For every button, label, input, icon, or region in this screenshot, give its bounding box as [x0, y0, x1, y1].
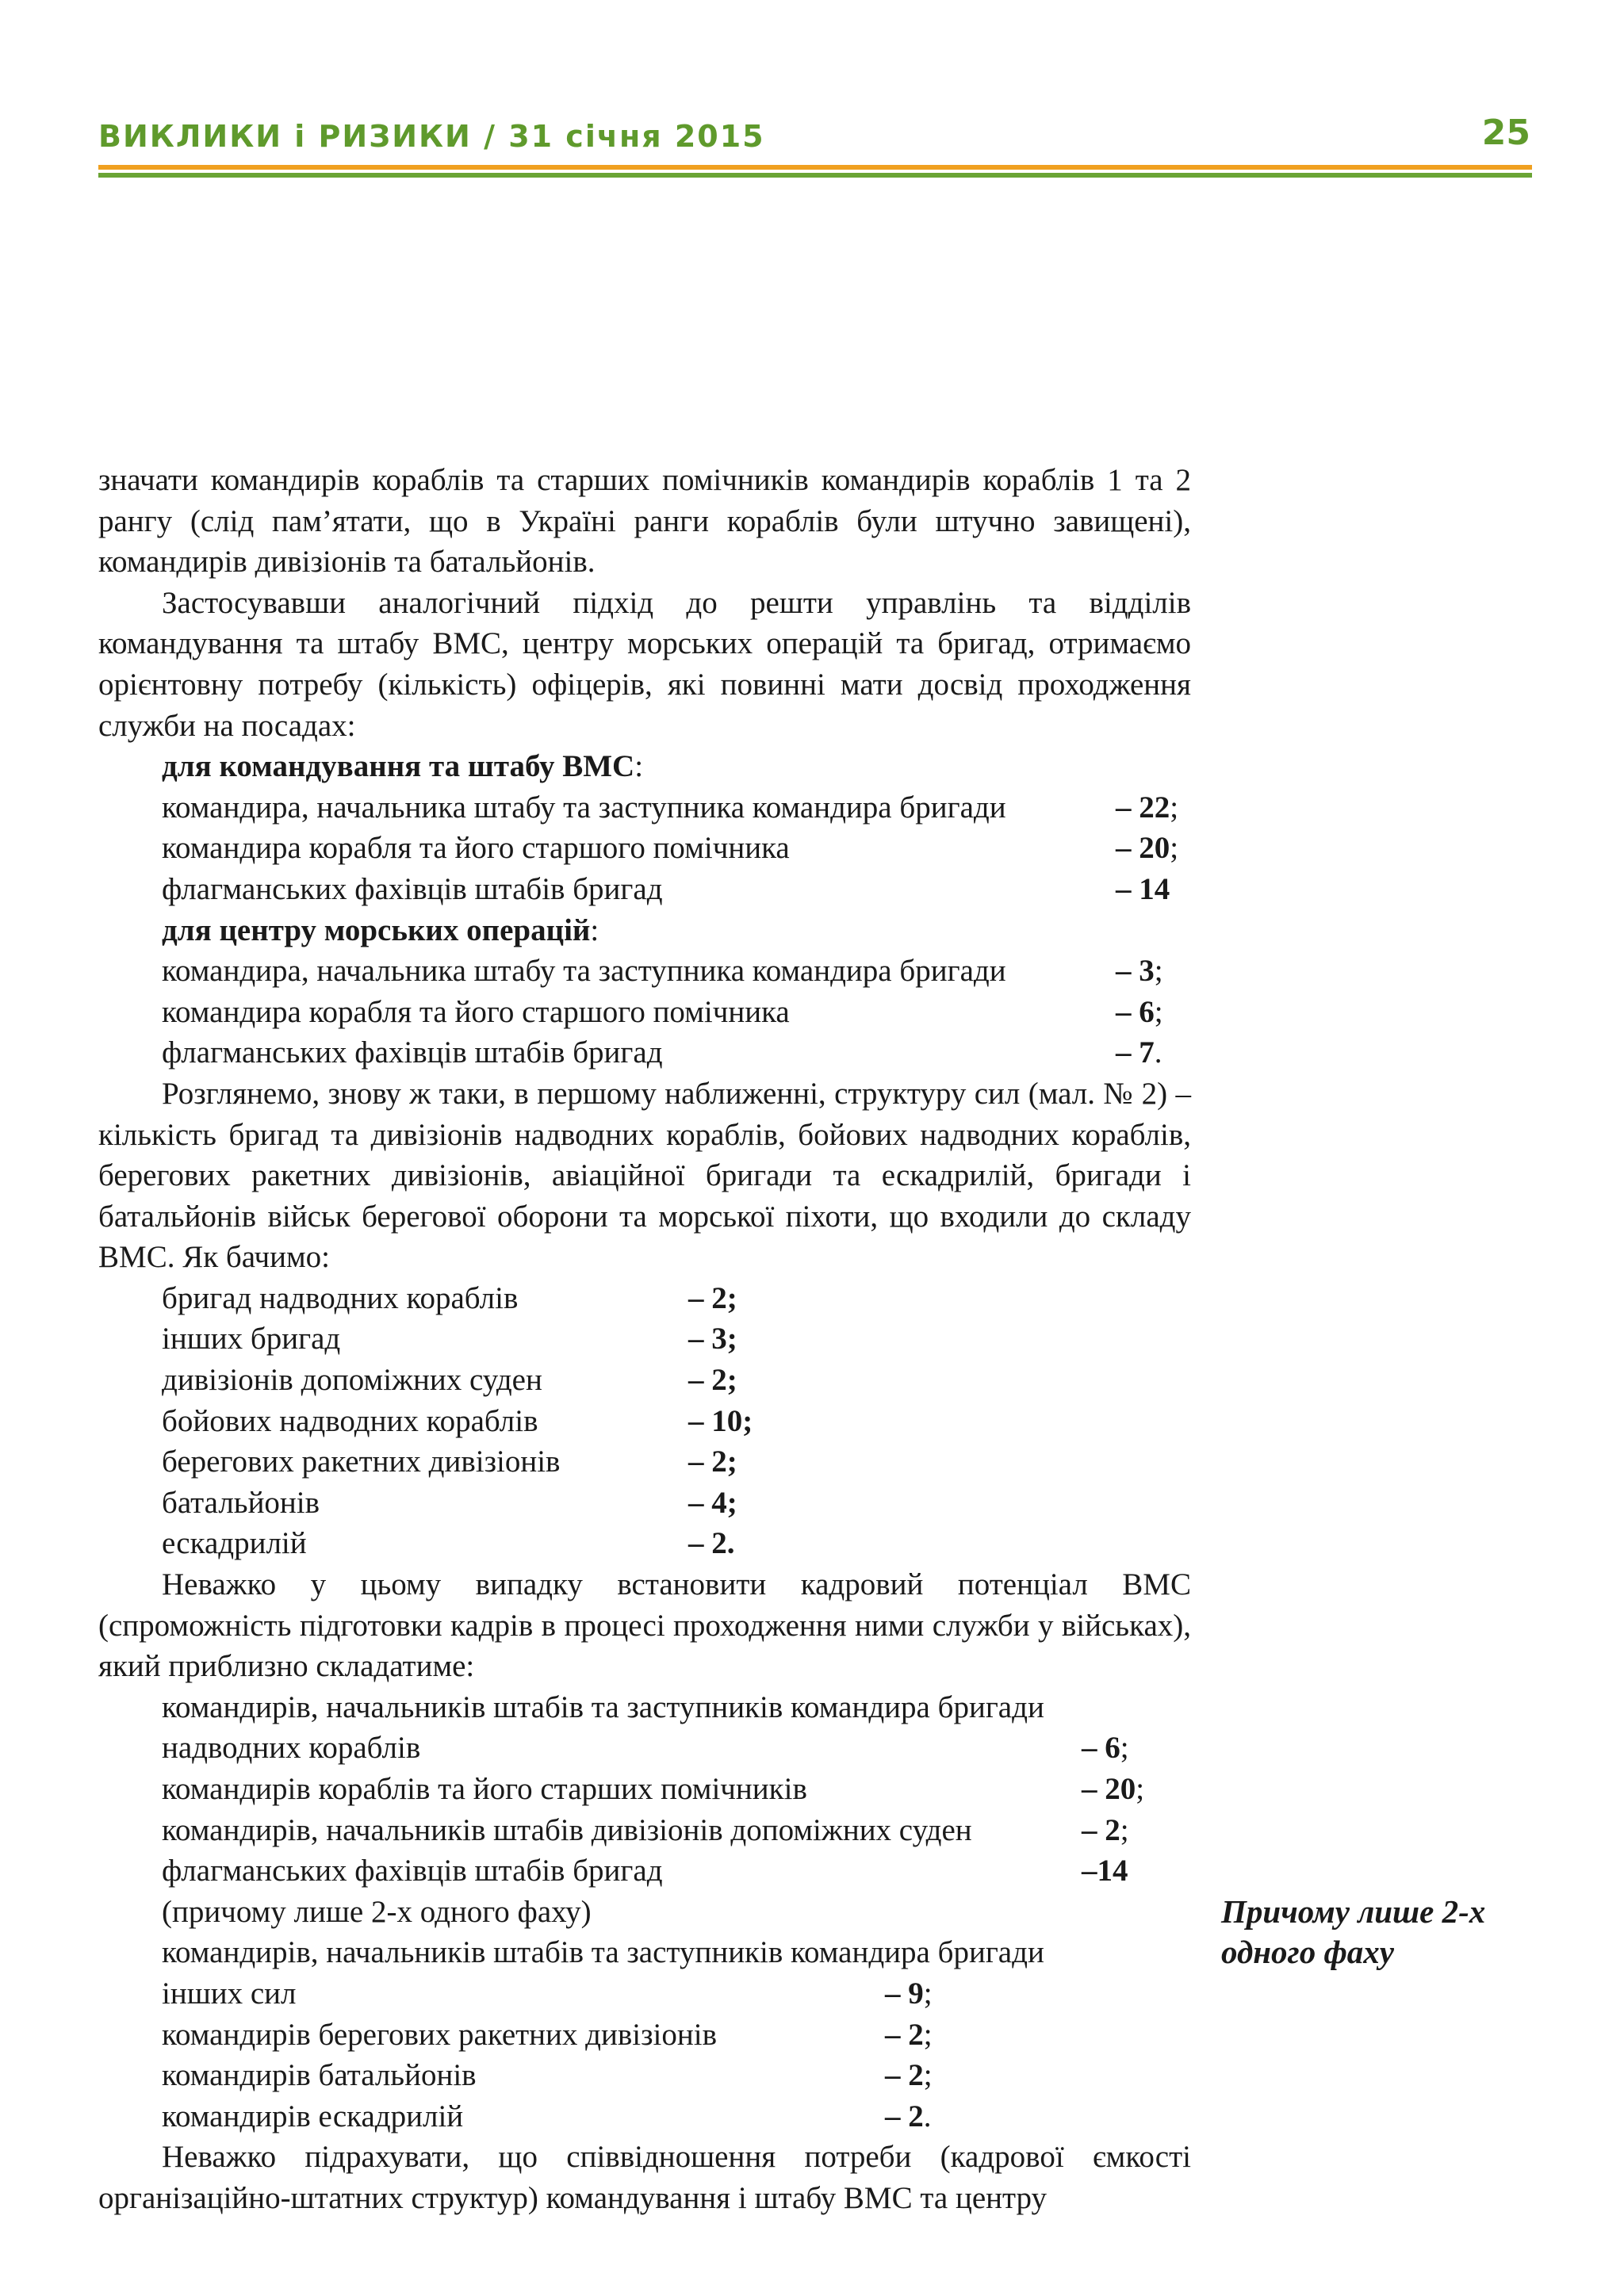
list-item: [98, 2055, 1191, 2096]
list-item-label: бойових надводних кораблів: [162, 1403, 538, 1438]
list-item-punct: ;: [923, 2058, 933, 2093]
list-item-punct: ;: [923, 2017, 933, 2052]
list-item-punct: .: [1154, 1035, 1162, 1070]
list-item-label: бригад надводних кораблів: [162, 1280, 519, 1315]
list-item-value: [885, 1973, 933, 2015]
list-heading-command-staff: для командування та штабу ВМС:: [162, 749, 644, 784]
paragraph-1: значати командирів кораблів та старших помічників командирів кораблів 1 та 2 рангу (слід пам’ятати, що в Україні ранги кораблів були штучно завищені), командирів дивізіонів та батальйонів.: [98, 463, 1191, 580]
list-item-punct: ;: [1120, 1812, 1129, 1847]
list-item-value: [1116, 992, 1163, 1033]
list-item-value: [1082, 1810, 1129, 1851]
header-rule-orange: [98, 165, 1532, 170]
list-item: [98, 1032, 1191, 1073]
margin-note: Причому лише 2-х одного фаху: [1221, 1893, 1486, 1970]
paragraph-3: Розглянемо, знову ж таки, в першому наближенні, структуру сил (мал. № 2) – кількість бригад та дивізіонів надводних кораблів, бойових надводних кораблів, берегових ракетних дивізіонів, авіаційної бригади та ескадрилій, бригади і батальйонів військ берегової оборони та морської піхоти, що входили до складу ВМС. Як бачимо:: [98, 1076, 1191, 1275]
list-item: [98, 1441, 1191, 1483]
list-item: [98, 1728, 1191, 1769]
list-item: [98, 1360, 1191, 1401]
paragraph-2: Застосувавши аналогічний підхід до решти управлінь та відділів командування та штабу ВМС, центру морських операцій та бригад, отримаємо орієнтовну потребу (кількість) офіцерів, які повинні мати досвід проходження служби на посадах:: [98, 585, 1191, 743]
list-item-value-bold: – 2: [1082, 1812, 1120, 1847]
list-item-label: надводних кораблів: [162, 1731, 421, 1766]
list-item-label: інших бригад: [162, 1322, 341, 1357]
list-item: [98, 828, 1191, 869]
list-item-label: командирів батальйонів: [162, 2058, 477, 2093]
list-line: командирів, начальників штабів та заступників командира бригади: [162, 1689, 1044, 1724]
list-item-label: флагманських фахівців штабів бригад: [162, 871, 663, 906]
paragraph-5: Неважко підрахувати, що співвідношення потреби (кадрової ємкості організаційно-штатних структур) командування і штабу ВМС та центру: [98, 2140, 1191, 2215]
header-rule-green: [98, 173, 1532, 178]
list-item-value: [885, 2055, 933, 2096]
list-item-punct: ;: [1170, 790, 1179, 825]
list-item-label: командирів кораблів та його старших помічників: [162, 1772, 807, 1806]
list-item-value-bold: – 6: [1082, 1731, 1120, 1766]
page-number: 25: [1481, 113, 1530, 153]
list-item-label: командира корабля та його старшого помічника: [162, 831, 790, 866]
list-item: [98, 1850, 1191, 1892]
list-item-punct: ;: [1136, 1772, 1145, 1806]
list-item-label: командира, начальника штабу та заступника командира бригади: [162, 954, 1006, 989]
list-item-punct: ;: [1154, 994, 1163, 1029]
list-item-label: флагманських фахівців штабів бригад: [162, 1035, 663, 1070]
list-heading-maritime-ops: для центру морських операцій:: [162, 913, 599, 947]
paragraph-4: Неважко у цьому випадку встановити кадровий потенціал ВМС (спроможність підготовки кадрів в процесі проходження ними служби у військах), який приблизно складатиме:: [98, 1567, 1191, 1684]
list-item-label: командирів ескадрилій: [162, 2099, 464, 2133]
list-item-punct: ;: [923, 1976, 933, 2011]
list-item-value: [1082, 1728, 1129, 1769]
list-note: (причому лише 2-х одного фаху): [162, 1894, 592, 1929]
list-item: [98, 992, 1191, 1033]
list-item: [98, 1769, 1191, 1810]
list-item-label: дивізіонів допоміжних суден: [162, 1363, 542, 1398]
list-item-value-bold: – 22: [1116, 790, 1170, 825]
list-item: [98, 1483, 1191, 1524]
list-item-value-bold: – 7: [1116, 1035, 1155, 1070]
list-heading-text: для центру морських операцій: [162, 913, 591, 947]
list-item-value-bold: – 9: [885, 1976, 924, 2011]
article-body: [98, 460, 1191, 2219]
list-heading-text: для командування та штабу ВМС: [162, 749, 635, 784]
list-item-value-bold: – 6: [1116, 994, 1155, 1029]
list-item-value: [1116, 787, 1178, 828]
list-item-value: [1082, 1850, 1128, 1892]
list-item: [98, 787, 1191, 828]
list-item-value: [1116, 828, 1178, 869]
list-item-value-bold: – 20: [1116, 831, 1170, 866]
list-item-punct: ;: [1154, 954, 1163, 989]
list-item: [98, 1523, 1191, 1564]
list-item: [98, 1318, 1191, 1360]
list-item-value-bold: – 20: [1082, 1772, 1136, 1806]
list-item-value: – 2;: [688, 1445, 737, 1479]
running-header-title: ВИКЛИКИ і РИЗИКИ / 31 січня 2015: [98, 119, 765, 154]
list-item-value: – 2.: [688, 1526, 735, 1561]
list-item: [98, 951, 1191, 992]
list-item: [98, 1973, 1191, 2015]
list-item-label: командира, начальника штабу та заступника командира бригади: [162, 790, 1006, 825]
list-item-label: берегових ракетних дивізіонів: [162, 1445, 561, 1479]
list-item-label: батальйонів: [162, 1485, 320, 1520]
list-item-value: [885, 2096, 932, 2137]
list-item-label: ескадрилій: [162, 1526, 307, 1561]
list-item-value: [1082, 1769, 1144, 1810]
list-item-value-bold: – 2: [885, 2099, 924, 2133]
list-item-value-bold: – 14: [1116, 871, 1170, 906]
list-item-value: [1116, 869, 1170, 910]
list-item: [98, 1278, 1191, 1319]
list-item-label: флагманських фахівців штабів бригад: [162, 1854, 663, 1888]
list-item: [98, 869, 1191, 910]
list-item-label: командира корабля та його старшого помічника: [162, 994, 790, 1029]
list-item: [98, 1401, 1191, 1442]
list-item-value-bold: – 3: [1116, 954, 1155, 989]
list-item-label: інших сил: [162, 1976, 297, 2011]
list-item-punct: ;: [1120, 1731, 1129, 1766]
list-item-punct: .: [923, 2099, 932, 2133]
list-item-value: – 10;: [688, 1403, 753, 1438]
list-item-value: – 2;: [688, 1280, 737, 1315]
list-item-value-bold: – 2: [885, 2017, 924, 2052]
list-item-value: [1116, 951, 1163, 992]
list-item-value: – 2;: [688, 1363, 737, 1398]
list-item: [98, 2096, 1191, 2137]
list-item: [98, 2015, 1191, 2056]
list-item-label: командирів берегових ракетних дивізіонів: [162, 2017, 718, 2052]
list-item-value: [885, 2015, 933, 2056]
list-item-value-bold: – 2: [885, 2058, 924, 2093]
list-item-label: командирів, начальників штабів дивізіонів допоміжних суден: [162, 1812, 972, 1847]
list-item-punct: ;: [1170, 831, 1179, 866]
list-item-value-bold: –14: [1082, 1854, 1128, 1888]
list-item: [98, 1810, 1191, 1851]
list-item-value: [1116, 1032, 1162, 1073]
list-line: командирів, начальників штабів та заступників командира бригади: [162, 1935, 1044, 1970]
list-item-value: – 4;: [688, 1485, 737, 1520]
list-item-value: – 3;: [688, 1322, 737, 1357]
